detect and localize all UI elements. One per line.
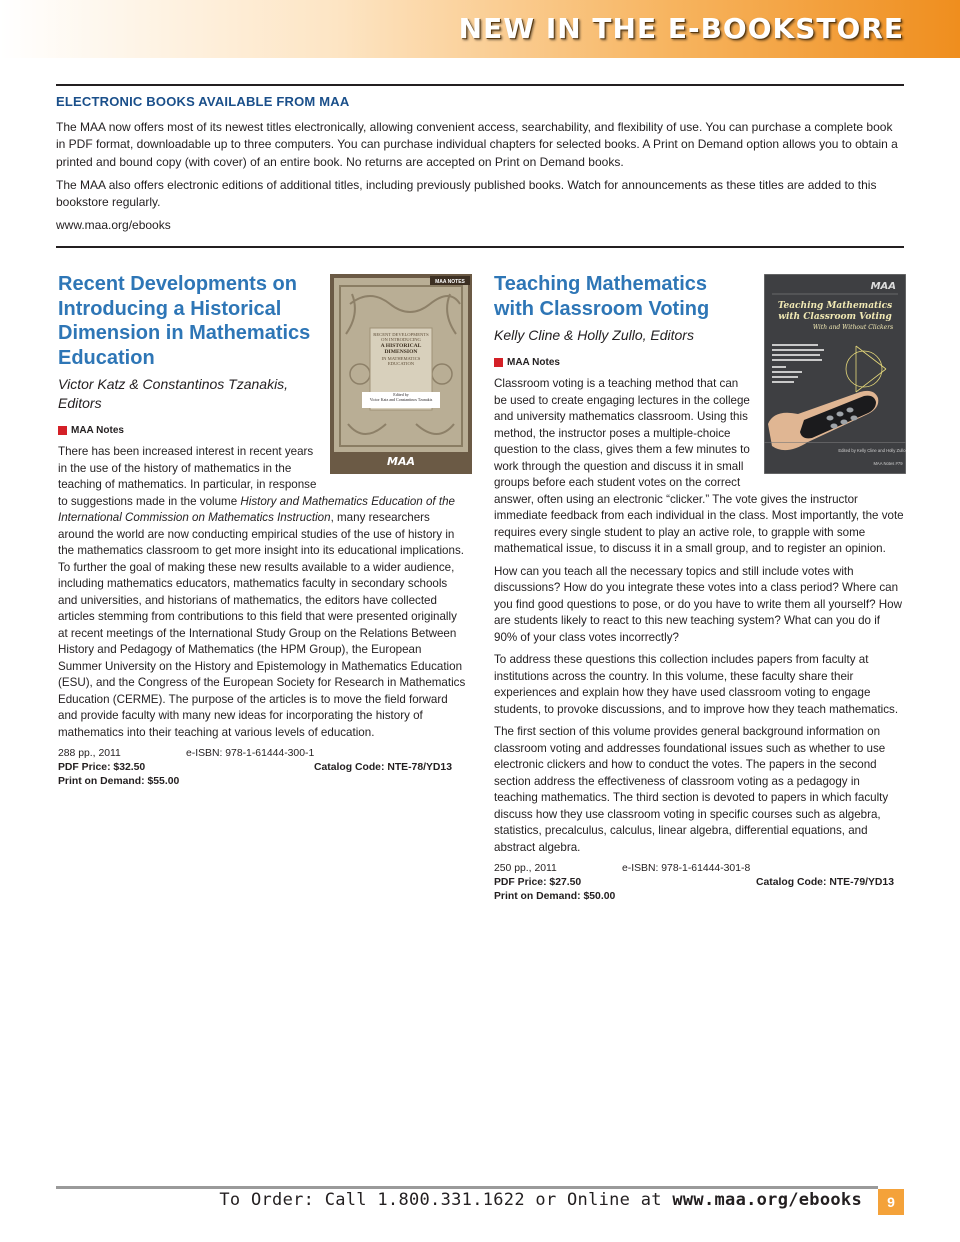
book-1-isbn: e-ISBN: 978-1-61444-300-1 xyxy=(186,748,315,759)
book-2-cover-credit: Edited by Kelly Cline and Holly Zullo xyxy=(838,448,906,453)
book-2-editors: Kelly Cline & Holly Zullo, Editors xyxy=(494,327,694,343)
section-divider xyxy=(56,246,904,248)
book-1-listing xyxy=(58,272,468,789)
book-1-p1-end: , many researchers around the world are now conducting empirical studies of the use of history in the mathematics classroom to get more insight into its educational implications. To further the goal of making these new results available to a wider audience, including mathematics educators, mathematics faculty in secondary schools and universities, and historians of mathematics, the editors have collected articles stemming from contributions to this field that were presented originally at recent meetings of the International Study Group on the Relations Between History and Pedagogy of Mathematics (the HPM Group), the European Summer University on the History and Epistemology in Mathematics Education (ESU), and the Congress of the European Society for Research in Mathematics Education (CERME). The purpose of the articles is to move the field forward and provide faculty with many new ideas for incorporating the history of mathematics into their teaching at various levels of education. xyxy=(58,511,466,739)
book-1-cover-line-3: IN MATHEMATICS EDUCATION xyxy=(381,355,421,367)
book-2-listing xyxy=(494,272,904,904)
book-1-description xyxy=(58,444,468,741)
book-1-pages: 288 pp., 2011 xyxy=(58,748,121,759)
intro-url[interactable]: www.maa.org/ebooks xyxy=(56,218,171,233)
book-2-cover-title-1: Teaching Mathematics xyxy=(777,301,893,311)
book-1-cover-line-2: A HISTORICAL DIMENSION xyxy=(380,342,422,356)
book-2-cover-title-2: with Classroom Voting xyxy=(778,312,892,322)
order-prefix: To Order: Call 1.800.331.1622 or Online at xyxy=(219,1190,673,1210)
book-1-cover-art xyxy=(330,274,472,474)
book-1-series-label: MAA Notes xyxy=(71,425,124,436)
order-info xyxy=(219,1190,862,1210)
book-2-paragraph-1: Classroom voting is a teaching method that can be used to create engaging lectures in the college and university mathematics classroom. Using this method, the instructor poses a multiple-choice question to the class, gives them a few minutes to work through the question and discuss it in small groups before each student votes on the correct answer, often using an electronic “clicker.” The vote gives the instructor immediate feedback from each individual in the class. Most importantly, the vote requires every single student to play an active role, to grapple with some mathematical issue, to discuss it in a small group, and to register an opinion. xyxy=(494,377,904,555)
book-2-cover-art xyxy=(764,274,906,474)
series-marker-icon xyxy=(58,426,67,435)
book-1-series xyxy=(58,425,318,436)
book-1-cover-series: MAA NOTES xyxy=(435,279,465,285)
book-2-pages: 250 pp., 2011 xyxy=(494,863,557,874)
book-2-paragraph-3: To address these questions this collection includes papers from faculty at institutions across the country. In this volume, these faculty share their experiences and explain how they have used classroom voting to engage students, to provoke discussions, and to improve how they teach mathematics. xyxy=(494,653,899,716)
footer-divider xyxy=(56,1186,878,1189)
book-2-paragraph-2: How can you teach all the necessary topics and still include votes with discussions? How do you integrate these votes into a class period? Where can you find good questions to pose, or do you have to write them all yourself? How are students likely to react to this new teaching system? What can you do if 90% of your class votes incorrectly? xyxy=(494,564,902,644)
book-2-specs xyxy=(494,862,904,904)
book-1-editors: Victor Katz & Constantinos Tzanakis, Editors xyxy=(58,376,289,411)
book-2-cover-subtitle: With and Without Clickers xyxy=(812,324,894,331)
book-2-catalog-code: Catalog Code: NTE-79/YD13 xyxy=(756,877,894,888)
book-1-title: Recent Developments on Introducing a Historical Dimension in Mathematics Education xyxy=(58,273,311,369)
book-2-series xyxy=(494,357,752,368)
book-2-pod-price: Print on Demand: $50.00 xyxy=(494,891,616,902)
book-1-pdf-price: PDF Price: $32.50 xyxy=(58,762,146,773)
banner-title: NEW IN THE E-BOOKSTORE xyxy=(458,12,904,45)
top-divider xyxy=(56,84,904,86)
book-1-p1-reference: History and Mathematics Education of the International Commission on Mathematics Instruction xyxy=(58,494,455,524)
book-2-cover-series: MAA Notes #79 xyxy=(873,461,903,466)
book-2-isbn: e-ISBN: 978-1-61444-301-8 xyxy=(622,863,751,874)
book-1-cover[interactable] xyxy=(330,274,472,474)
series-marker-icon xyxy=(494,358,503,367)
book-1-catalog-code: Catalog Code: NTE-78/YD13 xyxy=(314,762,452,773)
intro-section xyxy=(56,94,904,241)
header-banner xyxy=(0,0,960,58)
intro-paragraph-1: The MAA now offers most of its newest titles electronically, allowing convenient access, searchability, and flexibility of use. You can purchase a complete book in PDF format, downloadable up to three computers. You can purchase individual chapters for selected books. A Print on Demand option allows you to obtain a printed and bound copy (with cover) of an entire book. No returns are accepted on Print on Demand books. xyxy=(56,120,898,169)
book-1-p1-start: There has been increased interest in recent years in the use of the history of mathematics in the teaching of mathematics. In particular, in response to suggestions made in the volume xyxy=(58,445,317,508)
book-1-pod-price: Print on Demand: $55.00 xyxy=(58,776,180,787)
intro-paragraph-2: The MAA also offers electronic editions of additional titles, including previously published books. Watch for announcements as these titles are added to this bookstore regularly. xyxy=(56,177,877,210)
book-2-cover[interactable] xyxy=(764,274,906,474)
book-1-cover-line-1: RECENT DEVELOPMENTS ON INTRODUCING xyxy=(373,332,429,343)
book-2-pdf-price: PDF Price: $27.50 xyxy=(494,877,582,888)
book-1-paragraph-1 xyxy=(58,444,468,741)
book-1-cover-editors: Victor Katz and Constantinos Tzanakis xyxy=(369,396,433,402)
book-2-title: Teaching Mathematics with Classroom Voting xyxy=(494,273,710,320)
book-1-cover-edited-by: Edited by xyxy=(393,393,409,397)
book-1-specs xyxy=(58,747,468,789)
book-1-cover-logo: MAA xyxy=(387,455,415,468)
book-2-cover-logo: MAA xyxy=(870,281,896,292)
page-number: 9 xyxy=(878,1189,904,1215)
book-2-series-label: MAA Notes xyxy=(507,357,560,368)
book-2-paragraph-4: The first section of this volume provides general background information on classroom voting and addresses foundational issues such as whether to use electronic clickers and how to conduct the votes. The papers in the second section address the effectiveness of classroom voting as a pedagogy in teaching mathematics. The third section is devoted to papers in which faculty discuss how they use classroom voting in specific courses such as algebra, statistics, precalculus, calculus, linear algebra, differential equations, and abstract algebra. xyxy=(494,725,889,854)
intro-heading: ELECTRONIC BOOKS AVAILABLE FROM MAA xyxy=(56,94,350,109)
order-url[interactable]: www.maa.org/ebooks xyxy=(672,1190,862,1210)
